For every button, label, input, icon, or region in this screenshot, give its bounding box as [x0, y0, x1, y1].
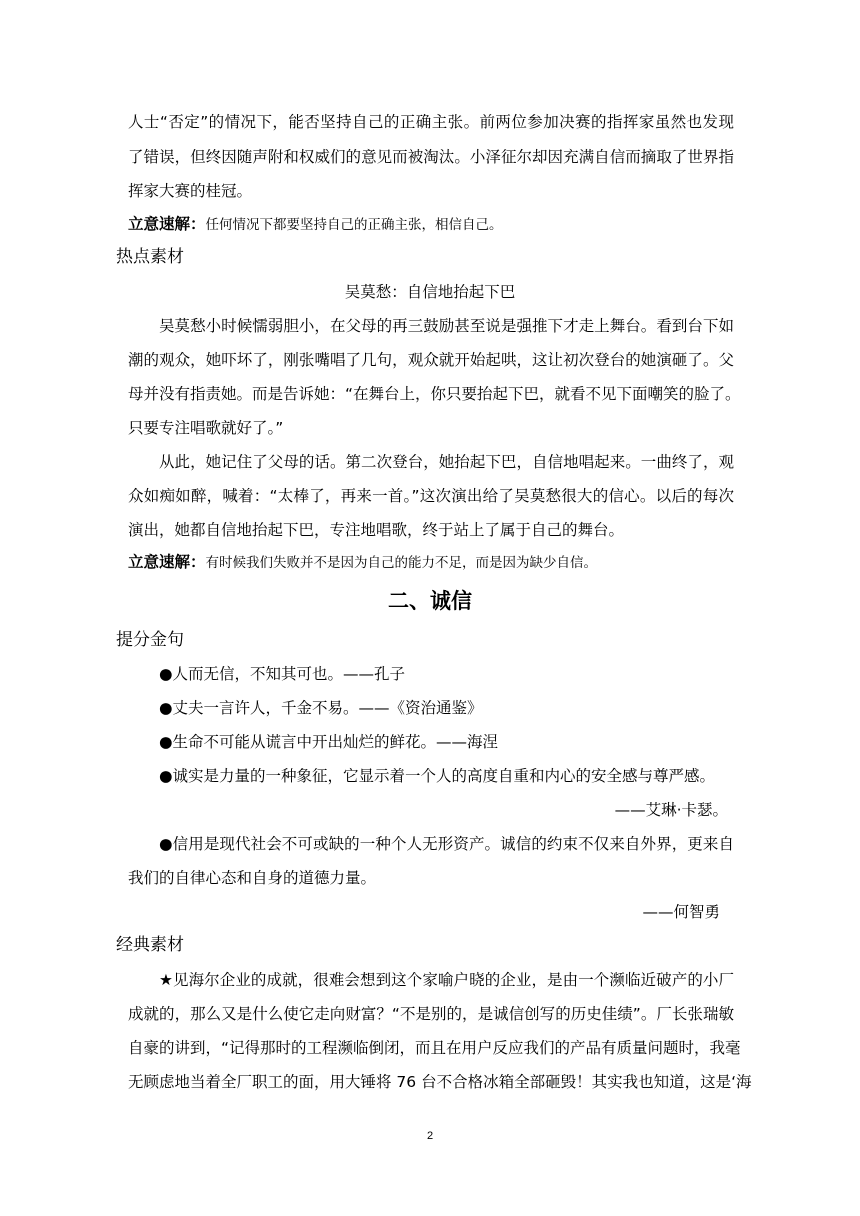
article-title: 吴莫愁：自信地抬起下巴 [344, 283, 516, 301]
section-heading-hot: 热点素材 [116, 247, 184, 267]
body-text-line: 了错误，但终因随声附和权威们的意见而被淘汰。小泽征尔却因充满自信而摘取了世界指 [128, 148, 734, 166]
gist-line [128, 214, 734, 235]
body-text-line: 吴莫愁小时候懦弱胆小，在父母的再三鼓励甚至说是强推下才走上舞台。看到台下如 [159, 317, 734, 335]
quote-item: ●丈夫一言许人，千金不易。——《资治通鉴》 [159, 699, 483, 717]
page-number: 2 [426, 1130, 434, 1142]
body-text-line: 只要专注唱歌就好了。” [128, 419, 284, 437]
body-text-line: 演出，她都自信地抬起下巴，专注地唱歌，终于站上了属于自己的舞台。 [128, 521, 625, 539]
gist-label: 立意速解： [128, 553, 206, 571]
gist-label: 立意速解： [128, 215, 206, 233]
section-heading-classic: 经典素材 [116, 935, 184, 955]
body-text-line: 人士“否定”的情况下，能否坚持自己的正确主张。前两位参加决赛的指挥家虽然也发现 [128, 113, 734, 131]
body-text-line: 挥家大赛的桂冠。 [128, 182, 253, 200]
quote-author: ——艾琳·卡瑟。 [614, 801, 728, 819]
body-text-line: 母并没有指责她。而是告诉她：“在舞台上，你只要抬起下巴，就看不见下面嘲笑的脸了。 [128, 385, 741, 403]
gist-text: 任何情况下都要坚持自己的正确主张，相信自己。 [205, 217, 503, 233]
body-text-line: 无顾虑地当着全厂职工的面，用大锤将 76 台不合格冰箱全部砸毁！其实我也知道，这是‘海 [128, 1073, 752, 1091]
body-text-line: 成就的，那么又是什么使它走向财富？“不是别的，是诚信创写的历史佳绩”。厂长张瑞敏 [128, 1005, 734, 1023]
quote-item: ●生命不可能从谎言中开出灿烂的鲜花。——海涅 [159, 733, 499, 751]
quote-item: ●信用是现代社会不可或缺的一种个人无形资产。诚信的约束不仅来自外界，更来自 [159, 835, 734, 853]
gist-line [128, 552, 734, 573]
body-text-line: 潮的观众，她吓坏了，刚张嘴唱了几句，观众就开始起哄，这让初次登台的她演砸了。父 [128, 351, 734, 369]
quote-item: 我们的自律心态和自身的道德力量。 [128, 869, 377, 887]
section-heading-quotes: 提分金句 [116, 630, 184, 650]
body-text-line: 自豪的讲到，“记得那时的工程濒临倒闭，而且在用户反应我们的产品有质量问题时，我毫 [128, 1039, 741, 1057]
section-title: 二、诚信 [388, 589, 472, 613]
quote-author: ——何智勇 [642, 903, 720, 921]
gist-text: 有时候我们失败并不是因为自己的能力不足，而是因为缺少自信。 [205, 555, 598, 571]
body-text-line: ★见海尔企业的成就，很难会想到这个家喻户晓的企业，是由一个濒临近破产的小厂 [159, 971, 734, 989]
body-text-line: 从此，她记住了父母的话。第二次登台，她抬起下巴，自信地唱起来。一曲终了，观 [159, 453, 734, 471]
quote-item: ●人而无信，不知其可也。——孔子 [159, 665, 406, 683]
quote-item: ●诚实是力量的一种象征，它显示着一个人的高度自重和内心的安全感与尊严感。 [159, 767, 716, 785]
body-text-line: 众如痴如醉，喊着：“太棒了，再来一首。”这次演出给了吴莫愁很大的信心。以后的每次 [128, 487, 734, 505]
